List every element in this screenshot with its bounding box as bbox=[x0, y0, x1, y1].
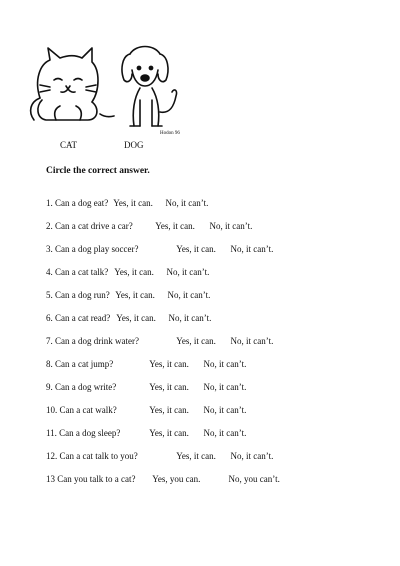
question-text: 9. Can a dog write? bbox=[46, 382, 117, 392]
no-answer[interactable]: No, it can’t. bbox=[209, 221, 253, 231]
question-row bbox=[46, 290, 210, 300]
no-answer[interactable]: No, it can’t. bbox=[203, 428, 247, 438]
no-answer[interactable]: No, it can’t. bbox=[230, 451, 274, 461]
question-text: 13 Can you talk to a cat? bbox=[46, 474, 136, 484]
yes-answer[interactable]: Yes, it can. bbox=[149, 405, 189, 415]
no-answer[interactable]: No, it can’t. bbox=[166, 267, 210, 277]
cat-dog-illustration bbox=[28, 40, 188, 140]
yes-answer[interactable]: Yes, it can. bbox=[149, 359, 189, 369]
dog-caption: DOG bbox=[124, 140, 144, 150]
question-text: 2. Can a cat drive a car? bbox=[46, 221, 133, 231]
dog-icon bbox=[122, 47, 177, 127]
question-row bbox=[46, 313, 211, 323]
question-row bbox=[46, 405, 246, 415]
question-row bbox=[46, 474, 280, 484]
question-row bbox=[46, 244, 273, 254]
question-text: 1. Can a dog eat? bbox=[46, 198, 109, 208]
yes-answer[interactable]: Yes, you can. bbox=[152, 474, 201, 484]
artist-signature: Hodon 96 bbox=[160, 131, 180, 136]
yes-answer[interactable]: Yes, it can. bbox=[115, 290, 155, 300]
no-answer[interactable]: No, it can’t. bbox=[167, 290, 211, 300]
question-text: 7. Can a dog drink water? bbox=[46, 336, 139, 346]
question-row bbox=[46, 221, 252, 231]
yes-answer[interactable]: Yes, it can. bbox=[149, 428, 189, 438]
no-answer[interactable]: No, you can’t. bbox=[228, 474, 280, 484]
question-row bbox=[46, 382, 246, 392]
question-text: 11. Can a dog sleep? bbox=[46, 428, 121, 438]
no-answer[interactable]: No, it can’t. bbox=[203, 359, 247, 369]
yes-answer[interactable]: Yes, it can. bbox=[114, 267, 154, 277]
instructions-heading: Circle the correct answer. bbox=[46, 166, 150, 176]
question-row bbox=[46, 267, 209, 277]
no-answer[interactable]: No, it can’t. bbox=[203, 382, 247, 392]
yes-answer[interactable]: Yes, it can. bbox=[176, 336, 216, 346]
no-answer[interactable]: No, it can’t. bbox=[230, 336, 274, 346]
yes-answer[interactable]: Yes, it can. bbox=[176, 451, 216, 461]
question-text: 5. Can a dog run? bbox=[46, 290, 110, 300]
yes-answer[interactable]: Yes, it can. bbox=[149, 382, 189, 392]
yes-answer[interactable]: Yes, it can. bbox=[113, 198, 153, 208]
question-row bbox=[46, 451, 273, 461]
question-row bbox=[46, 428, 246, 438]
question-text: 8. Can a cat jump? bbox=[46, 359, 114, 369]
no-answer[interactable]: No, it can’t. bbox=[203, 405, 247, 415]
cat-caption: CAT bbox=[60, 140, 78, 150]
no-answer[interactable]: No, it can’t. bbox=[168, 313, 212, 323]
question-text: 10. Can a cat walk? bbox=[46, 405, 117, 415]
cat-icon bbox=[31, 48, 114, 120]
yes-answer[interactable]: Yes, it can. bbox=[176, 244, 216, 254]
yes-answer[interactable]: Yes, it can. bbox=[155, 221, 195, 231]
question-text: 12. Can a cat talk to you? bbox=[46, 451, 138, 461]
no-answer[interactable]: No, it can’t. bbox=[230, 244, 274, 254]
question-text: 6. Can a cat read? bbox=[46, 313, 111, 323]
cat-and-dog-drawing bbox=[28, 40, 188, 140]
question-text: 4. Can a cat talk? bbox=[46, 267, 109, 277]
question-row bbox=[46, 198, 208, 208]
yes-answer[interactable]: Yes, it can. bbox=[116, 313, 156, 323]
question-row bbox=[46, 359, 246, 369]
question-text: 3. Can a dog play soccer? bbox=[46, 244, 139, 254]
no-answer[interactable]: No, it can’t. bbox=[165, 198, 209, 208]
question-row bbox=[46, 336, 273, 346]
